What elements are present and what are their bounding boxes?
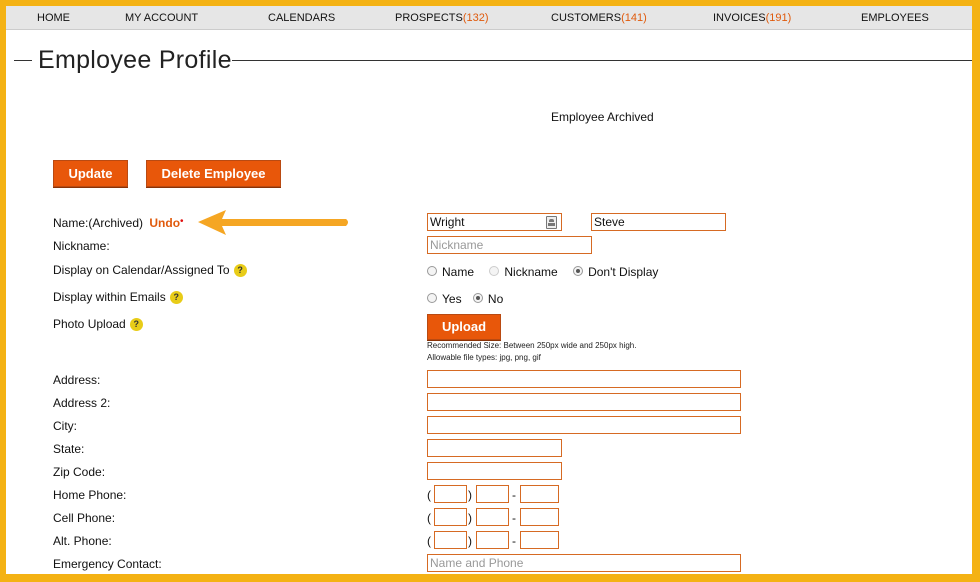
name-label-text: Name:(Archived) bbox=[53, 216, 144, 230]
alt-phone-line[interactable] bbox=[520, 531, 559, 549]
nickname-label: Nickname: bbox=[53, 239, 110, 253]
paren-close: ) bbox=[468, 488, 472, 502]
alt-phone-label: Alt. Phone: bbox=[53, 534, 112, 548]
cell-phone-prefix[interactable] bbox=[476, 508, 509, 526]
alt-phone-area[interactable] bbox=[434, 531, 467, 549]
email-option-yes-label: Yes bbox=[442, 292, 462, 306]
city-input[interactable] bbox=[427, 416, 741, 434]
alt-phone-prefix[interactable] bbox=[476, 531, 509, 549]
nav-invoices[interactable] bbox=[713, 12, 791, 24]
name-label bbox=[53, 216, 184, 230]
nav-prospects-label: PROSPECTS bbox=[395, 12, 463, 24]
display-calendar-label bbox=[53, 263, 247, 277]
address-input[interactable] bbox=[427, 370, 741, 388]
display-option-dont-display-label: Don't Display bbox=[588, 265, 659, 279]
emergency-contact-input[interactable]: Name and Phone bbox=[427, 554, 741, 572]
nav-prospects-count: (132) bbox=[462, 12, 489, 24]
display-option-nickname[interactable] bbox=[489, 265, 557, 279]
nav-my-account[interactable]: MY ACCOUNT bbox=[125, 12, 199, 24]
required-marker: • bbox=[180, 216, 184, 227]
nav-employees[interactable]: EMPLOYEES bbox=[861, 12, 929, 24]
nav-invoices-count: (191) bbox=[765, 12, 792, 24]
paren-close: ) bbox=[468, 511, 472, 525]
email-option-no-label: No bbox=[487, 292, 504, 306]
radio-icon[interactable] bbox=[427, 293, 437, 303]
undo-link[interactable]: Undo bbox=[149, 216, 181, 230]
state-input[interactable] bbox=[427, 439, 562, 457]
last-name-input[interactable] bbox=[427, 213, 562, 231]
photo-upload-label bbox=[53, 317, 143, 331]
top-nav bbox=[6, 6, 972, 30]
display-option-nickname-label: Nickname bbox=[504, 265, 558, 279]
city-label: City: bbox=[53, 419, 77, 433]
nav-customers[interactable] bbox=[551, 12, 647, 24]
email-option-no[interactable] bbox=[473, 292, 503, 306]
radio-icon[interactable] bbox=[489, 266, 499, 276]
delete-employee-button[interactable]: Delete Employee bbox=[146, 160, 281, 187]
paren-open: ( bbox=[427, 511, 431, 525]
paren-open: ( bbox=[427, 534, 431, 548]
address2-label: Address 2: bbox=[53, 396, 111, 410]
title-rule-right bbox=[232, 60, 972, 61]
arrow-left-icon bbox=[196, 209, 351, 241]
phone-dash: - bbox=[512, 511, 516, 525]
display-emails-label-text: Display within Emails bbox=[53, 290, 166, 304]
status-message: Employee Archived bbox=[551, 110, 654, 124]
nickname-input[interactable]: Nickname bbox=[427, 236, 592, 254]
title-rule-left bbox=[14, 60, 32, 61]
display-option-name-label: Name bbox=[442, 265, 475, 279]
phone-dash: - bbox=[512, 488, 516, 502]
nav-calendars[interactable]: CALENDARS bbox=[268, 12, 336, 24]
address2-input[interactable] bbox=[427, 393, 741, 411]
help-icon[interactable]: ? bbox=[234, 264, 247, 277]
zip-input[interactable] bbox=[427, 462, 562, 480]
paren-close: ) bbox=[468, 534, 472, 548]
nav-customers-label: CUSTOMERS bbox=[551, 12, 622, 24]
photo-type-hint: Allowable file types: jpg, png, gif bbox=[427, 353, 541, 362]
home-phone-area[interactable] bbox=[434, 485, 467, 503]
update-button[interactable]: Update bbox=[53, 160, 128, 187]
phone-dash: - bbox=[512, 534, 516, 548]
help-icon[interactable]: ? bbox=[130, 318, 143, 331]
photo-size-hint: Recommended Size: Between 250px wide and 250px high. bbox=[427, 341, 637, 350]
display-calendar-options bbox=[427, 265, 670, 279]
nav-prospects[interactable] bbox=[395, 12, 489, 24]
help-icon[interactable]: ? bbox=[170, 291, 183, 304]
home-phone-prefix[interactable] bbox=[476, 485, 509, 503]
home-phone-line[interactable] bbox=[520, 485, 559, 503]
display-emails-label bbox=[53, 290, 183, 304]
page-header bbox=[6, 44, 972, 78]
nav-customers-count: (141) bbox=[621, 12, 647, 24]
first-name-input[interactable]: Steve bbox=[591, 213, 726, 231]
display-option-dont-display[interactable] bbox=[573, 265, 658, 279]
cell-phone-label: Cell Phone: bbox=[53, 511, 116, 525]
display-emails-options bbox=[427, 292, 515, 306]
home-phone-label: Home Phone: bbox=[53, 488, 127, 502]
radio-selected-icon[interactable] bbox=[573, 266, 583, 276]
nav-home[interactable]: HOME bbox=[37, 12, 70, 24]
page-title: Employee Profile bbox=[38, 46, 232, 74]
display-option-name[interactable] bbox=[427, 265, 474, 279]
upload-button[interactable]: Upload bbox=[427, 314, 501, 340]
email-option-yes[interactable] bbox=[427, 292, 462, 306]
radio-selected-icon[interactable] bbox=[473, 293, 483, 303]
address-label: Address: bbox=[53, 373, 101, 387]
cell-phone-area[interactable] bbox=[434, 508, 467, 526]
cell-phone-line[interactable] bbox=[520, 508, 559, 526]
nav-invoices-label: INVOICES bbox=[713, 12, 766, 24]
contact-card-icon[interactable] bbox=[546, 216, 557, 229]
radio-icon[interactable] bbox=[427, 266, 437, 276]
display-calendar-label-text: Display on Calendar/Assigned To bbox=[53, 263, 230, 277]
app-frame bbox=[6, 6, 972, 574]
last-name-value: Wright bbox=[430, 215, 465, 229]
paren-open: ( bbox=[427, 488, 431, 502]
emergency-contact-label: Emergency Contact: bbox=[53, 557, 162, 571]
state-label: State: bbox=[53, 442, 85, 456]
photo-upload-label-text: Photo Upload bbox=[53, 317, 126, 331]
zip-label: Zip Code: bbox=[53, 465, 106, 479]
